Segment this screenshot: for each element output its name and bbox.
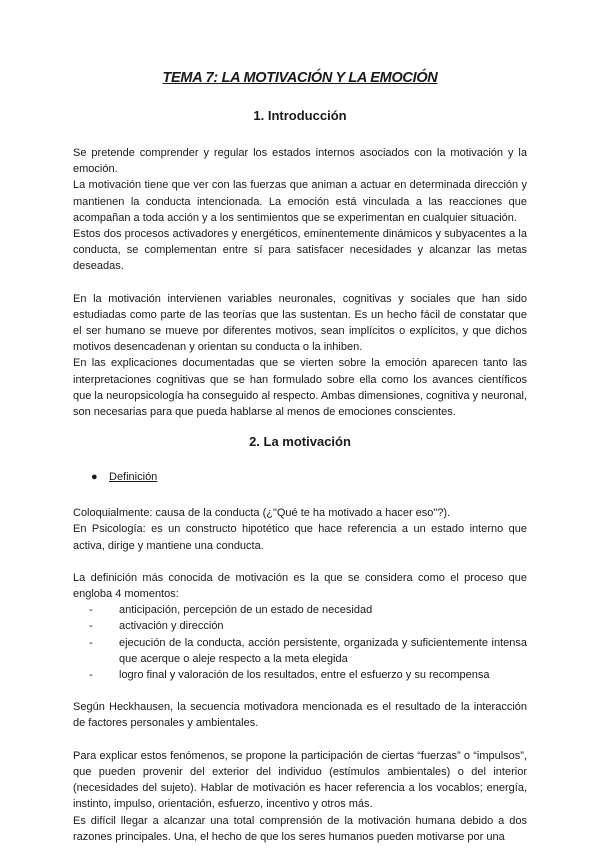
- motivation-paragraph-6: Es difícil llegar a alcanzar una total comprensión de la motivación humana debido a dos razones principales. Una, el hecho de que los seres humanos pueden motivarse por una: [73, 814, 527, 843]
- motivation-paragraph-5: Para explicar estos fenómenos, se propone la participación de ciertas “fuerzas” o “impulsos”, que pueden provenir del exterior del individuo (estímulos ambientales) o del interior (necesidades del sujeto). Hablar de motivación es hacer referencia a los vocablos; energía, instinto, impulso, orientación, esfuerzo, incentivo y otros más.: [73, 749, 527, 811]
- definition-bullet: [91, 469, 527, 485]
- moments-list: [73, 602, 527, 683]
- definition-label: Definición: [109, 471, 158, 484]
- list-item: - ejecución de la conducta, acción persistente, organizada y suficientemente intensa que acerque o aleje respecto a la meta elegida: [89, 636, 527, 665]
- intro-paragraph-3: Estos dos procesos activadores y energéticos, eminentemente dinámicos y subyacentes a la conducta, se complementan entre sí para satisfacer necesidades y alcanzar las metas deseadas.: [73, 228, 527, 273]
- intro-paragraph-4: En la motivación intervienen variables neuronales, cognitivas y sociales que han sido estudiadas como parte de las teorías que las sustentan. Es un hecho fácil de constatar que el ser humano se mueve por diferentes motivos, sean implícitos o explícitos, y que dichos motivos desencadenan y orientan su conducta o la inhiben.: [73, 292, 527, 354]
- document-title: TEMA 7: LA MOTIVACIÓN Y LA EMOCIÓN: [162, 70, 438, 86]
- intro-paragraph-5: En las explicaciones documentadas que se vierten sobre la emoción aparecen tanto las interpretaciones cognitivas que se han formulado sobre ella como los avances científicos que la neuropsicología ha conseguido al respecto. Ambas dimensiones, cognitiva y neuronal, son necesarias para que pueda hablarse al menos de emociones conscientes.: [73, 357, 527, 419]
- intro-paragraph-1: Se pretende comprender y regular los estados internos asociados con la motivación y la emoción.: [73, 147, 527, 176]
- list-item: - anticipación, percepción de un estado de necesidad: [89, 604, 373, 617]
- motivation-paragraph-2: En Psicología: es un constructo hipotético que hace referencia a un estado interno que activa, dirige y mantiene una conducta.: [73, 523, 527, 552]
- intro-paragraph-2: La motivación tiene que ver con las fuerzas que animan a actuar en determinada dirección y mantienen la conducta intencionada. La emoción está vinculada a las reacciones que acompañan a toda acción y a los sentimientos que se experimentan en cualquier situación.: [73, 179, 527, 224]
- bullet-icon: ●: [91, 471, 98, 484]
- motivation-paragraph-1: Coloquialmente: causa de la conducta (¿"Qué te ha motivado a hacer eso"?).: [73, 507, 451, 520]
- list-item: - activación y dirección: [89, 620, 224, 633]
- section-2-heading: 2. La motivación: [249, 434, 351, 450]
- motivation-paragraph-4: Según Heckhausen, la secuencia motivadora mencionada es el resultado de la interacción de factores personales y ambientales.: [73, 701, 527, 730]
- list-item: - logro final y valoración de los resultados, entre el esfuerzo y su recompensa: [89, 669, 490, 682]
- motivation-paragraph-3: La definición más conocida de motivación es la que se considera como el proceso que engloba 4 momentos:: [73, 571, 527, 601]
- section-1-heading: 1. Introducción: [253, 108, 347, 123]
